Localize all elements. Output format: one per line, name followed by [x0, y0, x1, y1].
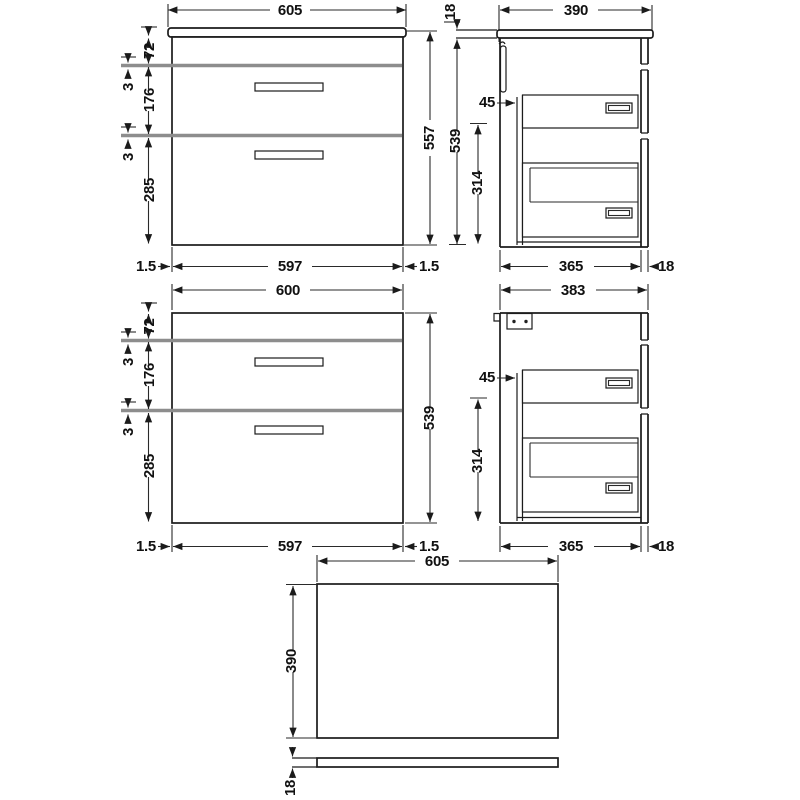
dim-label-bottom-drawer: 285 — [141, 177, 159, 203]
dim-label-gap: 3 — [120, 357, 138, 367]
bracket-screw-hole — [524, 320, 527, 323]
dim-label-worktop-width: 605 — [277, 2, 303, 19]
dim-label-top-rail: 72 — [141, 42, 159, 60]
dim-label-worktop-thickness: 18 — [442, 3, 460, 21]
drawer-handle-side — [606, 378, 632, 388]
dim-label-gap: 3 — [120, 427, 138, 437]
dim-label-bottom-drawer: 285 — [141, 453, 159, 479]
dim-label-back-gap: 45 — [478, 94, 496, 111]
dim-label-top-drawer: 176 — [141, 87, 159, 113]
dim-label-top-drawer: 176 — [141, 362, 159, 388]
dim-label-gap: 3 — [120, 152, 138, 162]
drawer-handle-side — [606, 103, 632, 113]
dim-label-front-thickness: 18 — [657, 258, 675, 275]
dim-label-left-gap: 1.5 — [136, 538, 156, 555]
drawer-box-bottom — [523, 163, 639, 237]
dim-label-drawer-zone: 314 — [469, 170, 487, 196]
dim-label-overall-depth: 383 — [560, 282, 586, 299]
side-view-with-worktop — [442, 2, 674, 275]
dim-label-drawer-zone: 314 — [469, 448, 487, 474]
dim-label-front-thickness: 18 — [657, 538, 675, 555]
side-view-cabinet — [469, 282, 674, 555]
cabinet-body — [172, 313, 403, 523]
dim-label-right-gap: 1.5 — [419, 258, 439, 275]
wall-bracket-hook — [501, 46, 507, 92]
drawer-box-bottom — [523, 438, 639, 512]
dim-label-drawers-width: 597 — [277, 538, 303, 555]
dim-label-back-gap: 45 — [478, 369, 496, 386]
dim-label-right-gap: 1.5 — [419, 538, 439, 555]
dim-label-worktop-thickness: 18 — [282, 779, 300, 797]
wall-bracket-tab — [494, 314, 500, 322]
drawer-handle-side — [606, 483, 632, 493]
dim-label-worktop-depth: 390 — [283, 648, 301, 674]
dim-label-cabinet-width: 600 — [275, 282, 301, 299]
front-view-cabinet — [120, 282, 439, 555]
worktop-front-edge — [168, 28, 406, 37]
front-view-with-worktop — [120, 2, 439, 275]
drawer-handle — [255, 83, 323, 91]
worktop-edge-profile — [317, 758, 558, 767]
drawer-front-caps — [641, 340, 648, 414]
cabinet-body — [172, 37, 403, 245]
drawer-handle-side — [606, 208, 632, 218]
drawer-handle — [255, 358, 323, 366]
drawer-front-caps — [641, 64, 648, 139]
bracket-screw-hole — [512, 320, 515, 323]
dim-label-body-depth: 365 — [558, 538, 584, 555]
wall-bracket-plate — [507, 314, 532, 330]
dim-label-drawers-width: 597 — [277, 258, 303, 275]
dim-label-top-rail: 72 — [141, 318, 159, 335]
dim-label-cabinet-height: 539 — [447, 128, 465, 154]
dim-label-worktop-width: 605 — [424, 553, 450, 570]
drawer-handle — [255, 151, 323, 159]
dim-label-gap: 3 — [120, 82, 138, 92]
worktop-side — [497, 30, 653, 38]
dim-label-overall-height: 557 — [421, 125, 439, 151]
worktop-plan — [317, 584, 558, 738]
dim-label-left-gap: 1.5 — [136, 258, 156, 275]
dim-label-body-depth: 365 — [558, 258, 584, 275]
drawer-handle — [255, 426, 323, 434]
dim-label-cabinet-height: 539 — [421, 405, 439, 431]
dim-label-worktop-depth: 390 — [563, 2, 589, 19]
plan-view-worktop — [282, 553, 558, 796]
